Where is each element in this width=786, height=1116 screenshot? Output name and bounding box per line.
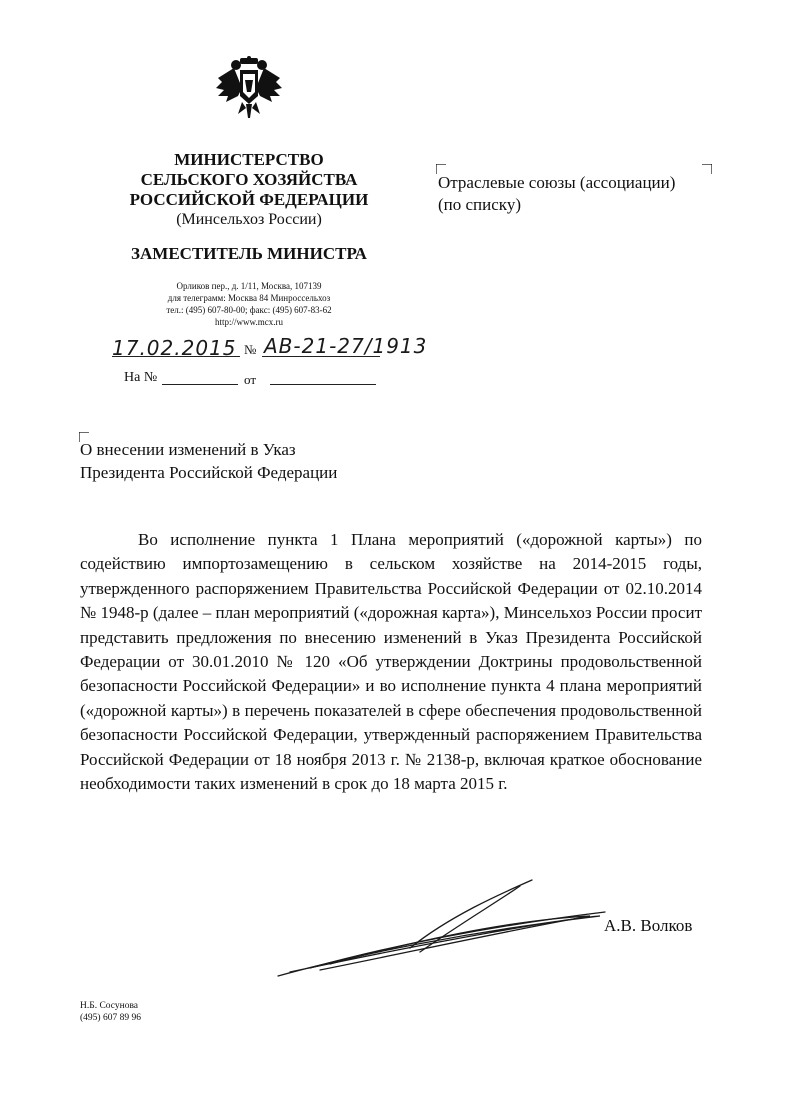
addressee [438,172,675,216]
number-label: № [244,342,257,357]
address: Орликов пер., д. 1/11, Москва, 107139 [176,281,322,291]
org-short-name: (Минсельхоз России) [176,211,322,228]
executor-block [80,1000,141,1024]
reply-to-label: На № [124,370,158,385]
executor-phone: (495) 607 89 96 [80,1013,141,1023]
org-line-3: РОССИЙСКОЙ ФЕДЕРАЦИИ [129,190,369,209]
website: http://www.mcx.ru [215,317,283,327]
russian-coat-of-arms-icon [214,56,284,120]
from-line [270,384,376,385]
reply-to-line [162,384,238,385]
contact-block [120,280,378,328]
letter-body: Во исполнение пункта 1 Плана мероприятий («дорожной карты») по содействию импортозамещению в сельском хозяйстве на 2014-2015 годы, утвержденного распоряжением Правительства Российской Федерации от 02.10.2014 № 1948-р (далее – план мероприятий («дорожная карта»), Минсельхоз России просит представить предложения по внесению изменений в Указ Президента Российской Федерации от 30.01.2010 № 120 «Об утверждении Доктрины продовольственной безопасности Российской Федерации» и во исполнение пункта 4 плана мероприятий («дорожной карты») в перечень показателей в сфере обеспечения продовольственной безопасности Российской Федерации, утвержденный распоряжением Правительства Российской Федерации от 18 ноября 2013 г. № 2138-р, включая краткое обоснование необходимости таких изменений в срок до 18 марта 2015 г. [80,530,702,794]
position-title: ЗАМЕСТИТЕЛЬ МИНИСТРА [131,244,367,263]
registration-date: 17.02.2015 [112,336,237,360]
ministry-name [110,150,388,230]
subject-line-2: Президента Российской Федерации [80,463,338,482]
subject-line-1: О внесении изменений в Указ [80,440,296,459]
handwritten-signature [270,876,615,986]
number-underline [262,356,380,357]
telegram: для телеграмм: Москва 84 Минроссельхоз [167,293,331,303]
addressee-line-2: (по списку) [438,195,521,214]
corner-mark-right [702,164,712,174]
date-underline [112,356,240,357]
executor-name: Н.Б. Сосунова [80,1001,139,1011]
org-line-1: МИНИСТЕРСТВО [174,150,324,169]
org-line-2: СЕЛЬСКОГО ХОЗЯЙСТВА [140,170,358,189]
registration-number: АВ-21-27/1913 [264,334,428,358]
phones: тел.: (495) 607-80-00; факс: (495) 607-83-62 [166,305,332,315]
signer-name: А.В. Волков [604,916,693,935]
from-label: от [244,372,257,387]
letter-subject [80,438,337,484]
addressee-line-1: Отраслевые союзы (ассоциации) [438,173,676,192]
